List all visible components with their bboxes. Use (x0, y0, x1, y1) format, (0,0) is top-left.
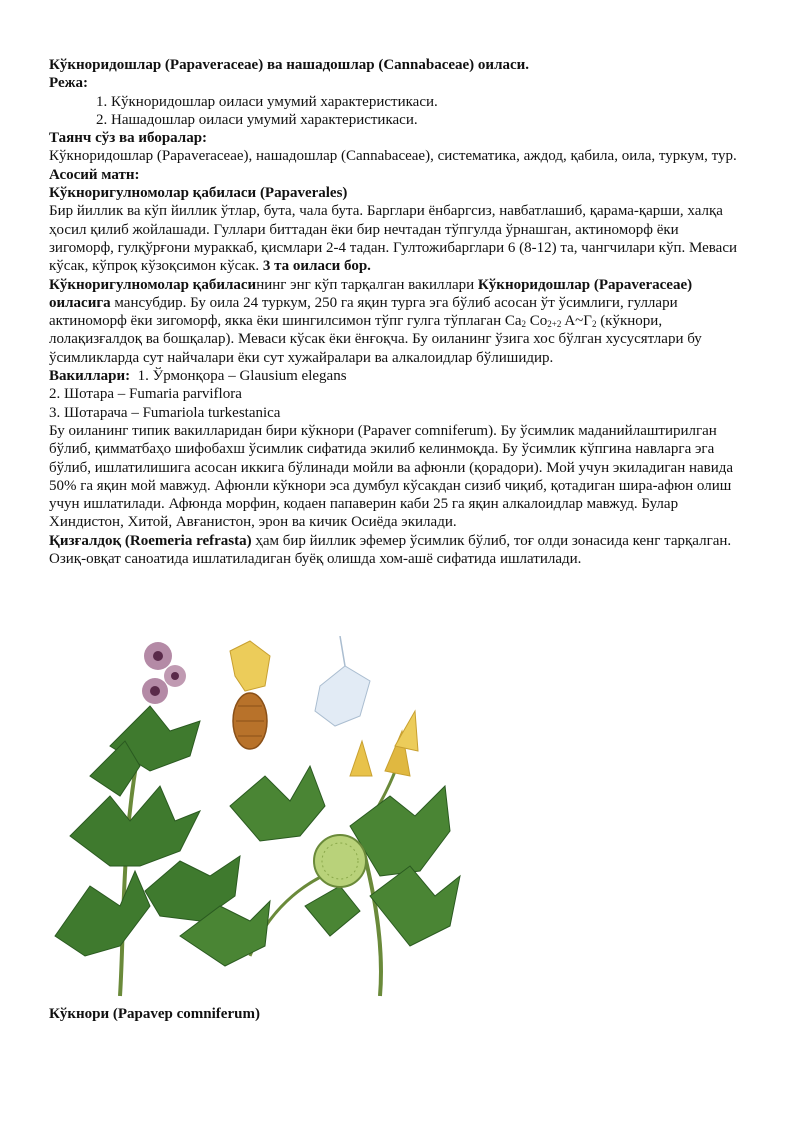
plant-illustration (50, 636, 470, 1006)
representative-item: 3. Шотарача – Fumariola turkestanica (49, 404, 281, 421)
representatives-line: Вакиллари: 1. Ўрмонқора – Glausium elegans (49, 368, 347, 385)
flower-formula: $Ca_2$ $Co_{2+2}$ $A\sim Г_2$ (504, 313, 597, 330)
order-heading: Кўкноригулномолар қабиласи (Papaverales) (49, 185, 348, 202)
order-description: Бир йиллик ва кўп йиллик ўтлар, бута, чала бута. Барглари ёнбаргсиз, навбатлашиб, қарама-қарши, халқа ҳосил қилиб жойлашади. Гуллари биттадан ёки бир нечтадан тўпгулда ўрнашган, актиноморф ёки зигоморф, гулқўрғони мураккаб, қисмлари 2-4 тадан. Гултожибарглари 6 (8-12) та, чангчилари кўп. Меваси кўсак, кўпроқ кўзоқсимон кўсак. 3 та оиласи бор. (49, 203, 738, 275)
representative-item: 2. Шотара – Fumaria parviflora (49, 386, 242, 403)
roemeria-description: Қизғалдоқ (Roemeria refrasta) ҳам бир йиллик эфемер ўсимлик бўлиб, тоғ олди зонасида кенг тарқалган. Озиқ-овқат саноатида ишлатиладиган буёқ олишда хом-ашё сифатида ишлатилади. (49, 532, 732, 568)
keywords-heading: Таянч сўз ва иборалар: (49, 130, 208, 147)
yellow-bud (350, 741, 372, 776)
yellow-bud (395, 711, 418, 751)
main-text-heading: Асосий матн: (49, 166, 140, 183)
purple-flower (142, 642, 186, 704)
keywords-text: Кўкноридошлар (Papaveraceae), нашадошлар (Cannabaceae), систематика, аждод, қабила, оила, туркум, тур. (49, 148, 737, 165)
figure-caption: Кўкнори (Papavep comniferum) (49, 1006, 260, 1022)
yellow-flower (230, 641, 270, 691)
page-title: Кўкноридошлар (Papaveraceae) ва нашадошлар (Cannabaceae) оиласи. (49, 57, 530, 73)
plan-heading: Режа: (49, 75, 88, 92)
white-flower (315, 666, 370, 726)
plan-item: 2. Нашадошлар оиласи умумий характеристикаси. (96, 111, 418, 128)
poppy-description: Бу оиланинг типик вакилларидан бири кўкнори (Papaver comniferum). Бу ўсимлик маданийлаштирилган бўлиб, қимматбаҳо шифобахш ўсимлик сифатида экилиб келинмоқда. Бу ўсимлик кўпгина навларга эга бўлиб, ишлатилишига асосан иккига бўлинади мойли ва афюнли (қорадори). Мой учун экиладиган навида 50% га яқин мой мавжуд. Афюнли кўкнори эса думбул кўсакдан сизиб чиқиб, қотадиган шира-афюн олиш учун ишлатилади. Афюнда морфин, кодаен папаверин каби 25 га яқин алкалоидлар мавжуд. Булар Хиндистон, Хитой, Авғанистон, эрон ва кичик Осиёда экилади. (49, 422, 734, 531)
plan-item: 1. Кўкноридошлар оиласи умумий характеристикаси. (96, 93, 438, 110)
document-body (49, 56, 739, 568)
family-description: Кўкноригулномолар қабиласининг энг кўп тарқалган вакиллари Кўкноридошлар (Papaveraceae) оиласига мансубдир. Бу оила 24 туркум, 250 га яқин турга эга бўлиб асосан ўт ўсимлиги, гуллари актиноморф ёки зигоморф, якка ёки шингилсимон тўпг гулга тўплаган $Ca_2$ $Co_{2+2}$ $A\sim Г_2$ (кўкнори, лолақизғалдоқ ва бошқалар). Меваси кўсак ёки ёнғоқча. Бу оиланинг ўзига хос бўлган хусусятлари бу ўсимликларда сут найчалари ёки сут хужайралари ва алкалоидлар бўлишидир. (49, 276, 702, 366)
